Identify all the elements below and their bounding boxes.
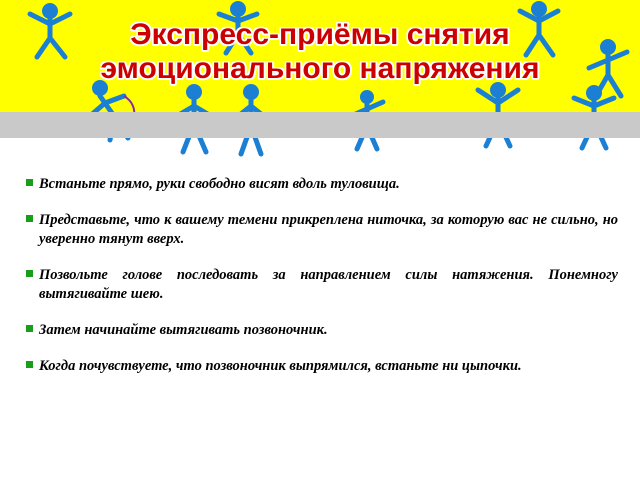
page-title [0,18,640,86]
bullet-square-icon [26,270,33,277]
bullet-square-icon [26,179,33,186]
grey-divider-band [0,112,640,138]
list-item [26,266,618,304]
title-line-2: эмоционального напряжения [100,52,540,85]
list-item-text: Когда почувствуете, что позвоночник выпрямился, встаньте ни цыпочки. [39,358,522,374]
bullet-list [26,175,618,376]
list-item [26,321,618,340]
bullet-square-icon [26,215,33,222]
bullet-square-icon [26,361,33,368]
bullet-square-icon [26,325,33,332]
list-item-text: Представьте, что к вашему темени прикреплена ниточка, за которую вас не сильно, но уверенно тянут вверх. [39,212,618,247]
list-item-text: Позвольте голове последовать за направлением силы натяжения. Понемногу вытягивайте шею. [39,267,618,302]
list-item-text: Затем начинайте вытягивать позвоночник. [39,322,328,338]
list-item-text: Встаньте прямо, руки свободно висят вдоль туловища. [39,176,400,192]
list-item [26,357,618,376]
title-line-1: Экспресс-приёмы снятия [130,18,510,51]
list-item [26,175,618,194]
list-item [26,211,618,249]
